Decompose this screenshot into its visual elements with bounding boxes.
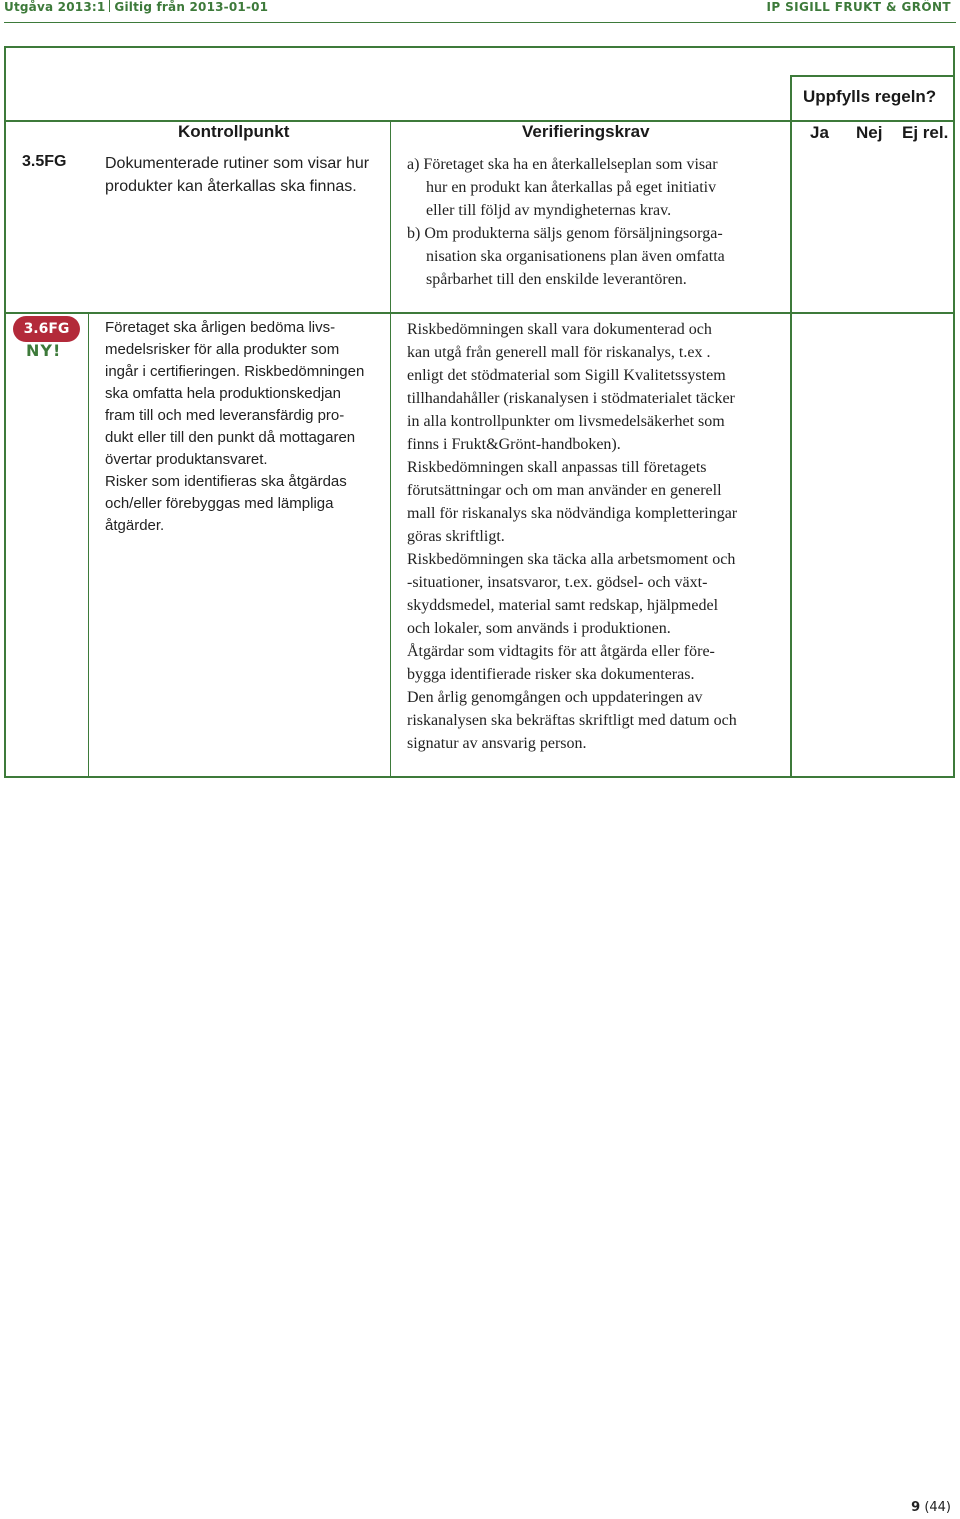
text-line: in alla kontrollpunkter om livsmedelsäkerhet som <box>407 413 725 430</box>
text-line: riskanalysen ska bekräftas skriftligt med datum och <box>407 712 737 729</box>
page-header <box>0 0 960 24</box>
text-line: spårbarhet till den enskilde leverantören. <box>426 271 687 288</box>
new-badge: NY! <box>26 341 62 360</box>
text-line: Dokumenterade rutiner som visar hur <box>105 155 370 172</box>
text-line: kan utgå från generell mall för riskanalys, t.ex . <box>407 344 711 361</box>
text-line: eller till följd av myndigheternas krav. <box>426 202 672 219</box>
valid-from-label: Giltig från 2013-01-01 <box>114 0 269 14</box>
row-divider <box>4 312 955 314</box>
row-code: 3.5FG <box>22 153 67 170</box>
text-line: och/eller förebyggas med lämpliga <box>105 495 334 512</box>
text-line: dukt eller till den punkt då mottagaren <box>105 429 356 446</box>
header-row-divider <box>4 120 955 122</box>
header-separator <box>109 0 110 12</box>
text-line: produkter kan återkallas ska finnas. <box>105 178 357 195</box>
text-line: förutsättningar och om man använder en generell <box>407 482 722 499</box>
text-line: Den årlig genomgången och uppdateringen av <box>407 689 703 706</box>
text-line: ska omfatta hela produktionskedjan <box>105 385 341 402</box>
text-line: bygga identifierade risker ska dokumenteras. <box>407 666 695 683</box>
col-heading-ejrel: Ej rel. <box>902 123 949 142</box>
text-line: göras skriftligt. <box>407 528 505 545</box>
text-line: Riskbedömningen skall anpassas till företagets <box>407 459 707 476</box>
current-page: 9 <box>911 1500 921 1515</box>
text-line: b) Om produkterna säljs genom försäljningsorga- <box>407 225 723 242</box>
kontrollpunkt-text <box>105 317 364 537</box>
text-line: signatur av ansvarig person. <box>407 735 587 752</box>
verifiering-text <box>407 318 737 755</box>
text-line: åtgärder. <box>105 517 165 534</box>
text-line: skyddsmedel, material samt redskap, hjälpmedel <box>407 597 719 614</box>
text-line: medelsrisker för alla produkter som <box>105 341 340 358</box>
col-divider-code <box>88 314 89 778</box>
text-line: tillhandahåller (riskanalysen i stödmaterialet täcker <box>407 390 735 407</box>
kontrollpunkt-text <box>105 152 369 198</box>
rule-group-heading: Uppfylls regeln? <box>803 87 937 106</box>
col-heading-verifieringskrav: Verifieringskrav <box>522 122 650 141</box>
text-line: Risker som identifieras ska åtgärdas <box>105 473 347 490</box>
page-number <box>911 1500 951 1515</box>
edition-info <box>4 0 268 14</box>
edition-label: Utgåva 2013:1 <box>4 0 106 14</box>
text-line: Åtgärdar som vidtagits för att åtgärda eller före- <box>407 643 715 660</box>
text-line: Riskbedömningen ska täcka alla arbetsmoment och <box>407 551 736 568</box>
rule-group-top <box>790 75 955 77</box>
text-line: fram till och med leveransfärdig pro- <box>105 407 345 424</box>
text-line: finns i Frukt&Grönt-handboken). <box>407 436 621 453</box>
header-rule <box>4 22 956 23</box>
col-heading-kontrollpunkt: Kontrollpunkt <box>178 122 290 141</box>
text-line: mall för riskanalys ska nödvändiga kompletteringar <box>407 505 738 522</box>
col-heading-ja: Ja <box>810 123 829 142</box>
row-code-badge: 3.6FG <box>13 316 80 342</box>
verifiering-text <box>407 153 725 291</box>
text-line: ingår i certifieringen. Riskbedömningen <box>105 363 365 380</box>
col-divider-kontroll <box>390 120 391 778</box>
text-line: enligt det stödmaterial som Sigill Kvalitetssystem <box>407 367 726 384</box>
text-line: Företaget ska årligen bedöma livs- <box>105 319 336 336</box>
text-line: a) Företaget ska ha en återkallelseplan som visar <box>407 156 718 173</box>
text-line: hur en produkt kan återkallas på eget initiativ <box>426 179 717 196</box>
col-heading-nej: Nej <box>856 123 883 142</box>
text-line: och lokaler, som används i produktionen. <box>407 620 671 637</box>
document-title: IP SIGILL FRUKT & GRÖNT <box>766 0 951 14</box>
text-line: övertar produktansvaret. <box>105 451 268 468</box>
total-pages: (44) <box>924 1500 951 1515</box>
text-line: -situationer, insatsvaror, t.ex. gödsel- och växt- <box>407 574 708 591</box>
rule-group-left <box>790 75 792 778</box>
text-line: nisation ska organisationens plan även omfatta <box>426 248 725 265</box>
text-line: Riskbedömningen skall vara dokumenterad och <box>407 321 712 338</box>
